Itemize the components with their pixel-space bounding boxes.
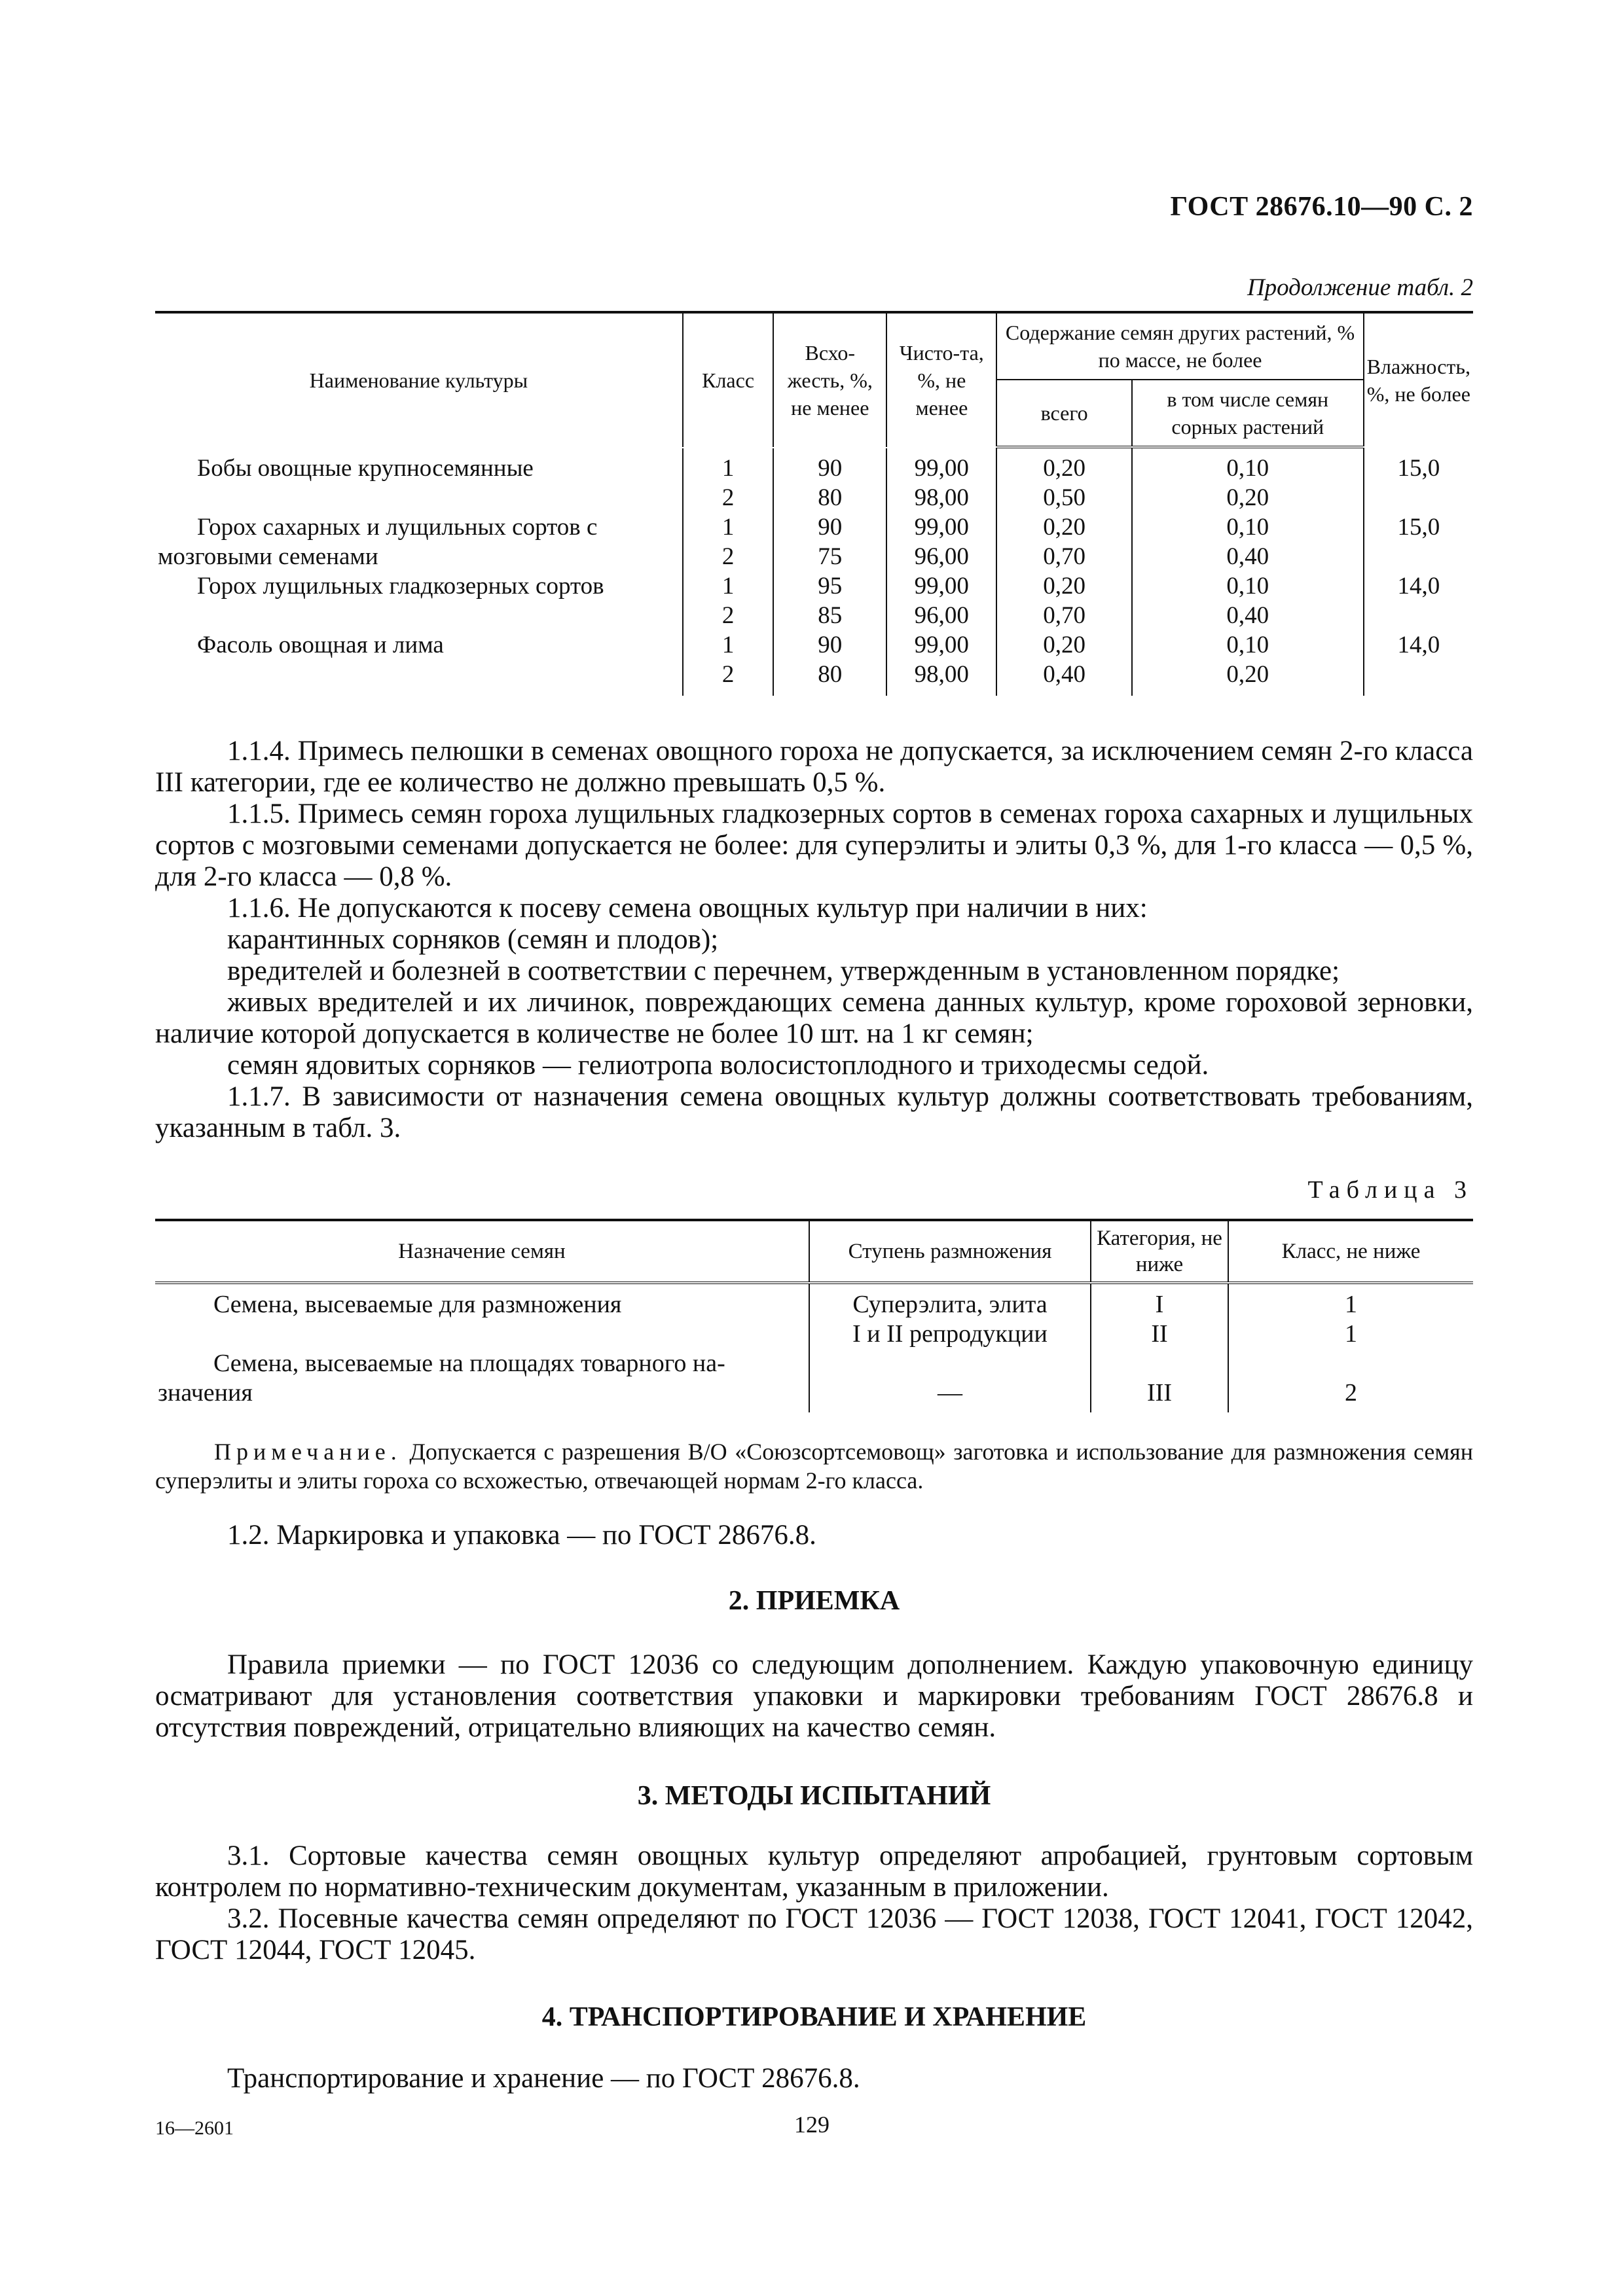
col-header-class: Класс	[683, 312, 774, 447]
cell-moisture: 15,0	[1397, 514, 1440, 541]
col-header-category: Категория, не ниже	[1091, 1220, 1228, 1283]
cell-purity: 96,00	[914, 543, 969, 570]
cell-germination: 80	[818, 484, 843, 511]
paragraph: 1.1.5. Примесь семян гороха лущильных гладкозерных сортов в семенах гороха сахарных и лущильных сортов с мозговыми семенами допускается не более: для суперэлиты и элиты 0,3 %, для 1-го класса — 0,5 %, для 2-го класса — 0,8 %.	[155, 798, 1473, 892]
cell-total: 0,40	[1043, 661, 1085, 688]
table-continuation-label: Продолжение табл. 2	[1247, 274, 1473, 301]
table-3	[155, 1219, 1473, 1412]
cell-class: 2	[721, 602, 735, 629]
table-row	[155, 1348, 1473, 1412]
table-row	[155, 512, 1473, 571]
footer-code: 16—2601	[155, 2117, 234, 2139]
crop-name-cont	[158, 601, 680, 630]
table-row	[155, 571, 1473, 630]
note-label: Примечание.	[214, 1439, 402, 1465]
cell-germination: 85	[818, 602, 843, 629]
cell-moisture: 14,0	[1397, 573, 1440, 600]
section-title: 4. ТРАНСПОРТИРОВАНИЕ И ХРАНЕНИЕ	[541, 2002, 1087, 2032]
note-text: Допускается с разрешения В/О «Союзсортсемовощ» заготовка и использование для размножения семян суперэлиты и элиты гороха со всхожестью, отвечающей нормам 2-го класса.	[155, 1439, 1474, 1494]
crop-name: Горох сахарных и лущильных сортов с	[197, 514, 598, 541]
paragraph: 1.1.6. Не допускаются к посеву семена овощных культур при наличии в них:	[227, 893, 1148, 924]
cell-stage	[812, 1348, 1087, 1378]
cell-stage: —	[938, 1379, 962, 1407]
paragraph: карантинных сорняков (семян и плодов);	[227, 924, 719, 955]
paragraph: 3.2. Посевные качества семян определяют по ГОСТ 12036 — ГОСТ 12038, ГОСТ 12041, ГОСТ 12042, ГОСТ 12044, ГОСТ 12045.	[155, 1903, 1473, 1965]
paragraph: 1.1.4. Примесь пелюшки в семенах овощного гороха не допускается, за исключением семян 2-го класса III категории, где ее количество не должно превышать 0,5 %.	[155, 736, 1473, 798]
cell-stage: I и II репродукции	[852, 1320, 1048, 1348]
section-3-text	[155, 1840, 1473, 1966]
col-header-purpose: Назначение семян	[155, 1220, 809, 1283]
cell-class: 1	[721, 514, 735, 541]
cell-class	[1231, 1348, 1470, 1378]
paragraph: вредителей и болезней в соответствии с перечнем, утвержденным в установленном порядке;	[227, 956, 1340, 986]
cell-purity: 99,00	[914, 632, 969, 658]
cell-class: 2	[721, 543, 735, 570]
paragraph: Правила приемки — по ГОСТ 12036 со следующим дополнением. Каждую упаковочную единицу осматривают для установления соответствия упаковки и маркировки требованиям ГОСТ 28676.8 и отсутствия повреждений, отрицательно влияющих на качество семян.	[155, 1649, 1473, 1743]
table-note	[155, 1437, 1473, 1495]
crop-name-cont	[158, 483, 680, 512]
cell-total: 0,20	[1043, 573, 1085, 600]
table-2	[155, 311, 1473, 696]
cell-total: 0,20	[1043, 632, 1085, 658]
paragraph-1-2	[155, 1520, 1473, 1551]
cell-stage: Суперэлита, элита	[852, 1291, 1048, 1318]
section-4-text	[155, 2063, 1473, 2094]
section-2-text	[155, 1649, 1473, 1744]
col-header-total: всего	[996, 380, 1131, 447]
crop-name: Бобы овощные крупносемянные	[197, 455, 534, 482]
cell-germination: 90	[818, 455, 843, 482]
cell-germination: 75	[818, 543, 843, 570]
col-header-purity: Чисто-та, %, не менее	[886, 312, 996, 447]
cell-purity: 99,00	[914, 455, 969, 482]
cell-purity: 99,00	[914, 573, 969, 600]
cell-weeds: 0,10	[1226, 514, 1269, 541]
col-header-moisture: Влажность, %, не более	[1366, 355, 1470, 406]
paragraph: Транспортирование и хранение — по ГОСТ 28676.8.	[227, 2063, 860, 2094]
cell-class: 1	[721, 632, 735, 658]
cell-germination: 90	[818, 632, 843, 658]
cell-total: 0,20	[1043, 455, 1085, 482]
table-row	[155, 448, 1473, 512]
paragraph: 1.2. Маркировка и упаковка — по ГОСТ 28676.8.	[227, 1520, 816, 1551]
cell-purpose: значения	[158, 1379, 253, 1407]
cell-purity: 98,00	[914, 484, 969, 511]
cell-purity: 98,00	[914, 661, 969, 688]
col-header-name: Наименование культуры	[155, 312, 683, 447]
cell-category: II	[1151, 1320, 1168, 1348]
crop-name-cont	[158, 660, 680, 689]
cell-category	[1094, 1348, 1225, 1378]
cell-weeds: 0,10	[1226, 455, 1269, 482]
cell-weeds: 0,40	[1226, 602, 1269, 629]
cell-purpose	[158, 1319, 806, 1348]
cell-class: 1	[1345, 1320, 1357, 1348]
cell-class: 1	[721, 455, 735, 482]
cell-purity: 99,00	[914, 514, 969, 541]
paragraphs-1-1	[155, 736, 1473, 1144]
cell-purity: 96,00	[914, 602, 969, 629]
paragraph: 1.1.7. В зависимости от назначения семена овощных культур должны соответствовать требованиям, указанным в табл. 3.	[155, 1081, 1473, 1143]
cell-purpose: Семена, высеваемые для размножения	[213, 1291, 622, 1318]
table-row	[155, 1283, 1473, 1348]
col-header-class: Класс, не ниже	[1228, 1220, 1473, 1283]
cell-weeds: 0,10	[1226, 632, 1269, 658]
cell-weeds: 0,20	[1226, 484, 1269, 511]
cell-moisture: 14,0	[1397, 632, 1440, 658]
table-row	[155, 630, 1473, 696]
cell-weeds: 0,20	[1226, 661, 1269, 688]
col-header-weeds: в том числе семян сорных растений	[1132, 380, 1364, 447]
cell-class: 1	[721, 573, 735, 600]
cell-moisture: 15,0	[1397, 455, 1440, 482]
section-title: 2. ПРИЕМКА	[728, 1586, 900, 1616]
page-number: 129	[794, 2111, 830, 2138]
cell-germination: 90	[818, 514, 843, 541]
cell-category: III	[1147, 1379, 1172, 1407]
cell-class: 2	[1345, 1379, 1357, 1407]
crop-name-cont: мозговыми семенами	[158, 543, 378, 570]
page-header: ГОСТ 28676.10—90 С. 2	[1170, 192, 1473, 222]
cell-germination: 95	[818, 573, 843, 600]
section-title: 3. МЕТОДЫ ИСПЫТАНИЙ	[637, 1781, 991, 1811]
cell-total: 0,20	[1043, 514, 1085, 541]
cell-weeds: 0,10	[1226, 573, 1269, 600]
col-header-stage: Ступень размножения	[809, 1220, 1091, 1283]
col-header-other-seeds: Содержание семян других растений, % по массе, не более	[996, 312, 1363, 380]
cell-purpose: Семена, высеваемые на площадях товарного на-	[213, 1350, 725, 1377]
cell-total: 0,70	[1043, 543, 1085, 570]
table-3-label: Таблица 3	[1307, 1176, 1473, 1204]
cell-class: 2	[721, 661, 735, 688]
cell-class: 2	[721, 484, 735, 511]
cell-class: 1	[1345, 1291, 1357, 1318]
paragraph: 3.1. Сортовые качества семян овощных культур определяют апробацией, грунтовым сортовым контролем по нормативно-техническим документам, указанным в приложении.	[155, 1840, 1473, 1903]
crop-name: Горох лущильных гладкозерных сортов	[197, 573, 604, 600]
cell-germination: 80	[818, 661, 843, 688]
crop-name: Фасоль овощная и лима	[197, 632, 444, 658]
paragraph: семян ядовитых сорняков — гелиотропа волосистоплодного и триходесмы седой.	[227, 1050, 1209, 1081]
paragraph: живых вредителей и их личинок, повреждающих семена данных культур, кроме гороховой зерновки, наличие которой допускается в количестве не более 10 шт. на 1 кг семян;	[155, 987, 1473, 1049]
cell-weeds: 0,40	[1226, 543, 1269, 570]
col-header-germination: Всхо-жесть, %, не менее	[773, 312, 886, 447]
cell-total: 0,70	[1043, 602, 1085, 629]
cell-category: I	[1155, 1291, 1164, 1318]
cell-total: 0,50	[1043, 484, 1085, 511]
